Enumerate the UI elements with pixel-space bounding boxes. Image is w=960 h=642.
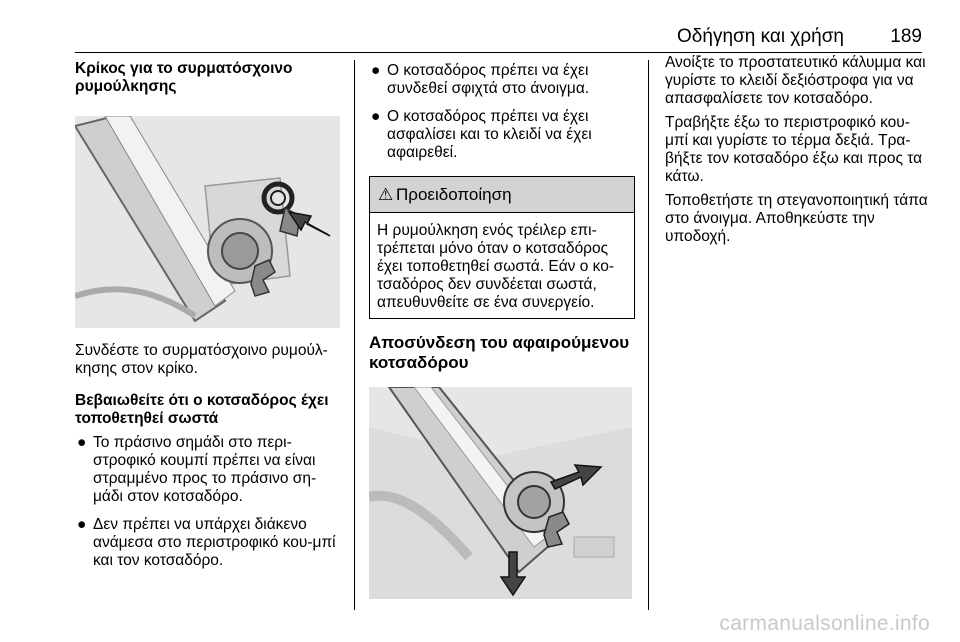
figure-disconnect bbox=[369, 387, 632, 599]
column-3 bbox=[665, 54, 930, 246]
header-title: Οδήγηση και χρήση bbox=[677, 26, 844, 47]
column-divider-2 bbox=[648, 60, 649, 610]
bullet-dot: ● bbox=[371, 62, 381, 79]
list-item bbox=[369, 62, 635, 98]
paragraph-pull-knob: Τραβήξτε έξω το περιστροφικό κου‐μπί και γυρίστε το τέρμα δεξιά. Τρα‐βήξτε τον κοτσαδόρο έξω και προς τα κάτω. bbox=[665, 114, 923, 185]
disconnect-illustration bbox=[369, 387, 632, 599]
warning-triangle-icon: ⚠ bbox=[378, 185, 394, 204]
list-item bbox=[75, 516, 340, 570]
list-item-text: Ο κοτσαδόρος πρέπει να έχει ασφαλίσει και το κλειδί να έχει αφαιρεθεί. bbox=[387, 108, 592, 161]
list-item-text: Δεν πρέπει να υπάρχει διάκενο ανάμεσα στο περιστροφικό κου‐μπί και τον κοτσαδόρο. bbox=[93, 516, 336, 569]
header-rule bbox=[75, 52, 922, 53]
page-number: 189 bbox=[890, 26, 922, 47]
section-heading-check-installed: Βεβαιωθείτε ότι ο κοτσαδόρος έχει τοποθετηθεί σωστά bbox=[75, 392, 329, 427]
section-heading-towing-eye: Κρίκος για το συρματόσχοινο ρυμούλκησης bbox=[75, 60, 293, 95]
check-list-continued bbox=[369, 62, 635, 162]
figure-towing-eye bbox=[75, 116, 340, 328]
bullet-dot: ● bbox=[77, 516, 87, 533]
bullet-dot: ● bbox=[371, 108, 381, 125]
paragraph-connect-cable: Συνδέστε το συρματόσχοινο ρυμούλ‐κησης στον κρίκο. bbox=[75, 342, 328, 377]
section-heading-disconnect: Αποσύνδεση του αφαιρούμενου κοτσαδόρου bbox=[369, 333, 630, 372]
paragraph-insert-plug: Τοποθετήστε τη στεγανοποιητική τάπα στο άνοιγμα. Αποθηκεύστε την υποδοχή. bbox=[665, 192, 928, 245]
watermark-logo: carmanualsonline.info bbox=[719, 612, 930, 635]
page-header bbox=[75, 26, 922, 48]
column-2 bbox=[369, 60, 635, 599]
column-1 bbox=[75, 60, 340, 570]
column-divider-1 bbox=[354, 60, 355, 610]
towing-eye-illustration bbox=[75, 116, 340, 328]
check-list bbox=[75, 434, 340, 570]
list-item-text: Το πράσινο σημάδι στο περι‐στροφικό κουμπί πρέπει να είναι στραμμένο προς το πράσινο ση‐μάδι στον κοτσαδόρο. bbox=[93, 434, 317, 505]
bullet-dot: ● bbox=[77, 434, 87, 451]
list-item bbox=[369, 108, 635, 162]
list-item-text: Ο κοτσαδόρος πρέπει να έχει συνδεθεί σφιχτά στο άνοιγμα. bbox=[387, 62, 590, 97]
warning-header bbox=[370, 177, 634, 213]
paragraph-open-cover: Ανοίξτε το προστατευτικό κάλυμμα και γυρίστε το κλειδί δεξιόστροφα για να απασφαλίσετε τον κοτσαδόρο. bbox=[665, 54, 926, 107]
warning-text: Η ρυμούλκηση ενός τρέιλερ επι‐τρέπεται μόνο όταν ο κοτσαδόρος έχει τοποθετηθεί σωστά. Εάν ο κο‐τσαδόρος δεν συνδέεται σωστά, απευθυνθείτε σε ένα συνεργείο. bbox=[377, 222, 614, 311]
warning-box bbox=[369, 176, 635, 319]
list-item bbox=[75, 434, 340, 506]
warning-title: Προειδοποίηση bbox=[396, 185, 512, 204]
